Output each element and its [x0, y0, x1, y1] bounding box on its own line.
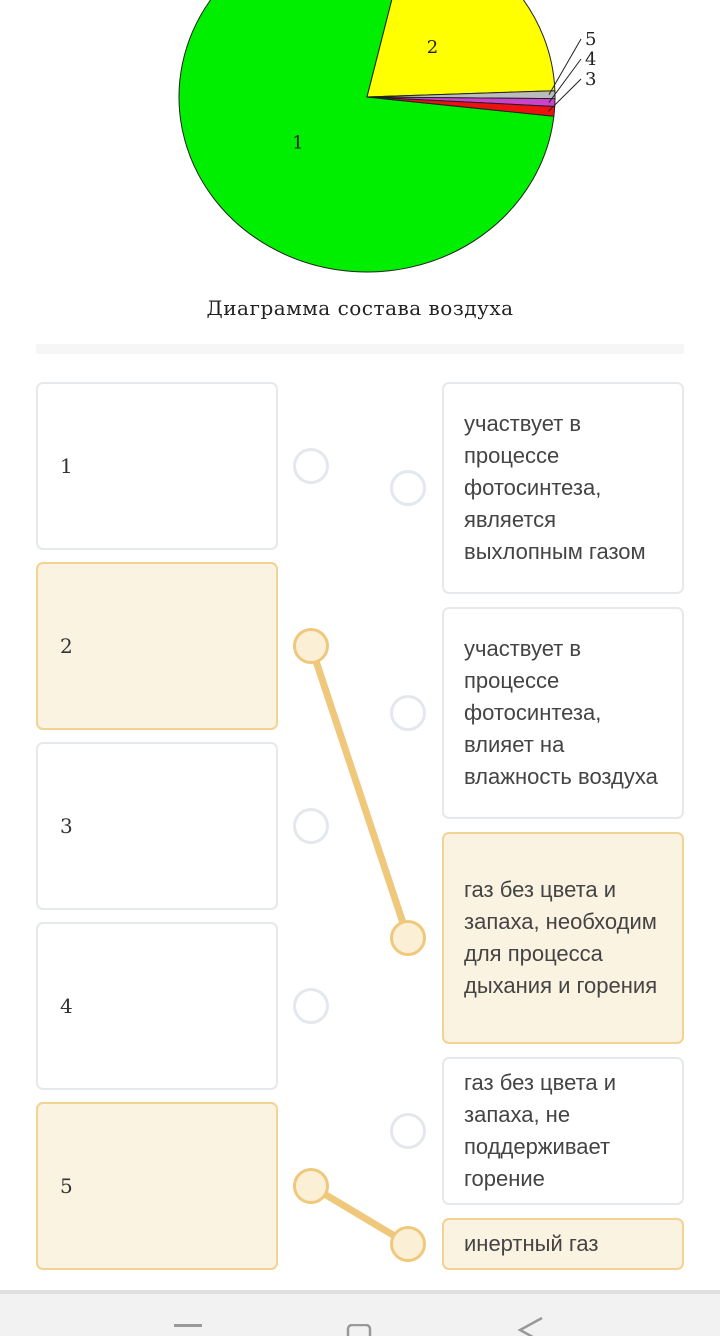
right-item-2[interactable] — [442, 607, 684, 819]
right-connector-dot-5[interactable] — [390, 1226, 426, 1262]
connection-line-1 — [311, 646, 408, 938]
air-composition-pie-chart — [0, 0, 720, 340]
chart-title: Диаграмма состава воздуха — [206, 296, 514, 320]
left-connector-dot-5[interactable] — [293, 1168, 329, 1204]
left-item-2[interactable] — [36, 562, 278, 730]
pie-label-5: 5 — [585, 29, 597, 50]
system-navigation-bar — [0, 1290, 720, 1336]
pie-label-3: 3 — [585, 69, 597, 90]
right-item-3[interactable] — [442, 832, 684, 1044]
right-item-label: газ без цвета и запаха, необходим для процесса дыхания и горения — [464, 877, 658, 998]
pie-label-1: 1 — [292, 132, 304, 154]
left-item-label: 4 — [60, 994, 73, 1018]
left-item-1[interactable] — [36, 382, 278, 550]
pie-label-4: 4 — [585, 49, 597, 70]
right-connector-dot-4[interactable] — [390, 1113, 426, 1149]
right-item-4[interactable] — [442, 1057, 684, 1205]
menu-icon[interactable] — [174, 1324, 202, 1334]
pie-slice-2 — [367, 0, 555, 97]
left-item-label: 3 — [60, 814, 73, 838]
left-connector-dot-3[interactable] — [293, 808, 329, 844]
right-item-5[interactable] — [442, 1218, 684, 1270]
left-item-label: 5 — [60, 1174, 73, 1198]
pie-label-2: 2 — [426, 37, 439, 59]
right-connector-dot-3[interactable] — [390, 920, 426, 956]
left-item-label: 2 — [60, 634, 73, 658]
right-item-1[interactable] — [442, 382, 684, 594]
pie-leader-line-5 — [549, 39, 581, 95]
right-item-label: инертный газ — [464, 1231, 599, 1256]
left-item-4[interactable] — [36, 922, 278, 1090]
right-item-label: участвует в процессе фотосинтеза, является выхлопным газом — [464, 411, 646, 564]
left-item-3[interactable] — [36, 742, 278, 910]
right-connector-dot-2[interactable] — [390, 695, 426, 731]
right-item-label: участвует в процессе фотосинтеза, влияет на влажность воздуха — [464, 636, 658, 789]
left-connector-dot-1[interactable] — [293, 448, 329, 484]
left-connector-dot-4[interactable] — [293, 988, 329, 1024]
left-item-5[interactable] — [36, 1102, 278, 1270]
left-item-label: 1 — [60, 454, 73, 478]
divider — [36, 344, 684, 354]
right-item-label: газ без цвета и запаха, не поддерживает горение — [464, 1070, 617, 1191]
left-connector-dot-2[interactable] — [293, 628, 329, 664]
back-icon[interactable] — [516, 1316, 546, 1336]
home-icon[interactable] — [346, 1324, 374, 1336]
right-connector-dot-1[interactable] — [390, 470, 426, 506]
